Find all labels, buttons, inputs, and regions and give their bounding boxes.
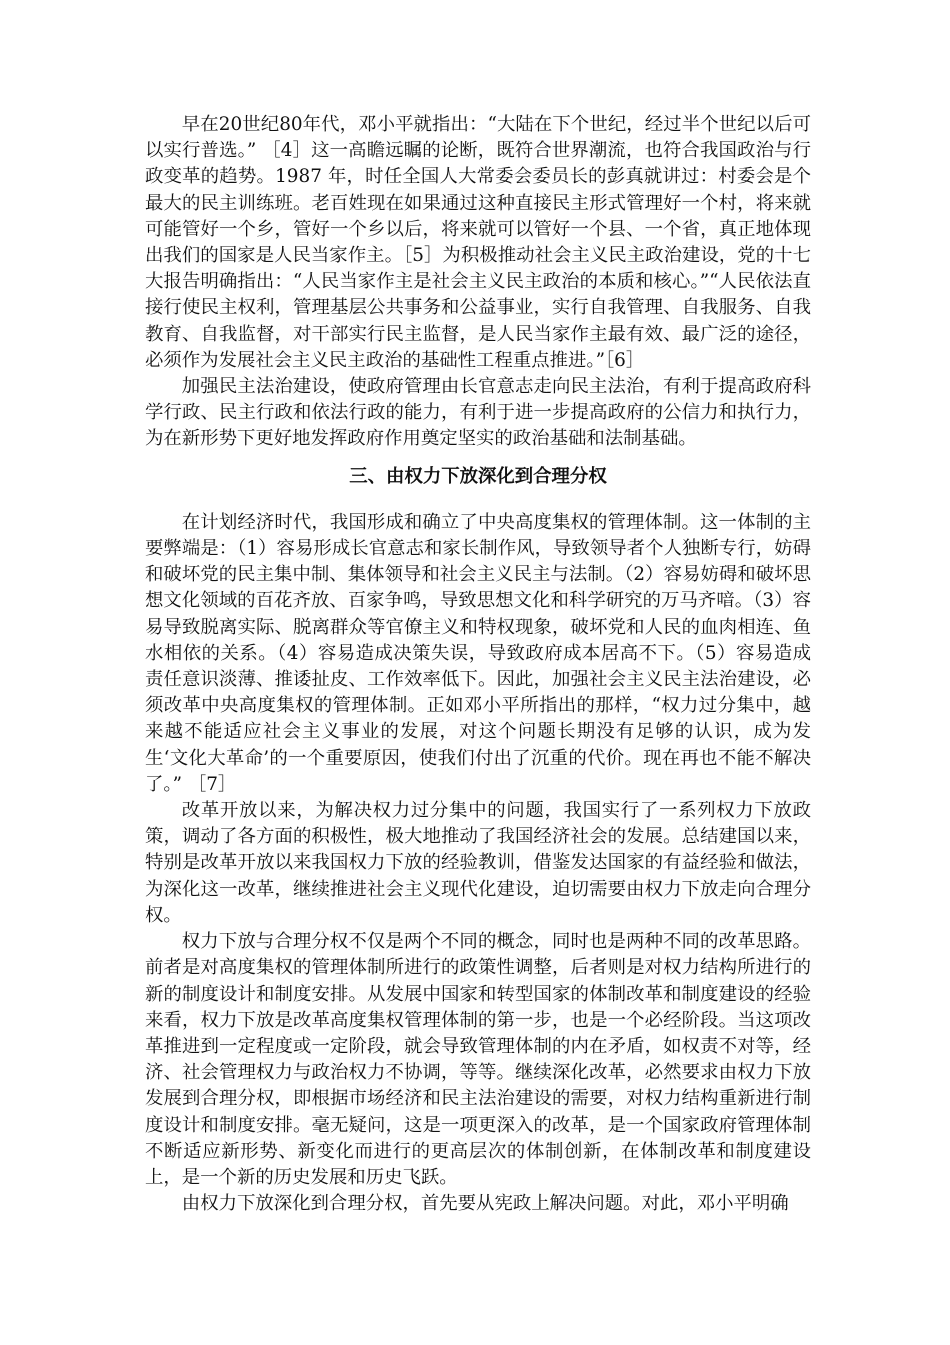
paragraph: 权力下放与合理分权不仅是两个不同的概念，同时也是两种不同的改革思路。前者是对高度集权的管理体制所进行的政策性调整，后者则是对权力结构所进行的新的制度设计和制度安排。从发展中国家和转型国家的体制改革和制度建设的经验来看，权力下放是改革高度集权管理体制的第一步，也是一个必经阶段。当这项改革推进到一定程度或一定阶段，就会导致管理体制的内在矛盾，如权责不对等，经济、社会管理权力与政治权力不协调，等等。继续深化改革，必然要求由权力下放发展到合理分权，即根据市场经济和民主法治建设的需要，对权力结构重新进行制度设计和制度安排。毫无疑问，这是一项更深入的改革，是一个国家政府管理体制不断适应新形势、新变化而进行的更高层次的体制创新，在体制改革和制度建设上，是一个新的历史发展和历史飞跃。 <box>145 931 811 1188</box>
paragraph: 由权力下放深化到合理分权，首先要从宪政上解决问题。对此，邓小平明确 <box>181 1193 789 1215</box>
paragraph: 早在20世纪80年代，邓小平就指出：“大陆在下个世纪，经过半个世纪以后可以实行普选。” ［4］这一高瞻远瞩的论断，既符合世界潮流，也符合我国政治与行政变革的趋势。1987 年，时任全国人大常委会委员长的彭真就讲过：村委会是个最大的民主训练班。老百姓现在如果通过这种直接民主形式管理好一个村，将来就可能管好一个乡，管好一个乡以后，将来就可以管好一个县、一个省，真正地体现出我们的国家是人民当家作主。［5］为积极推动社会主义民主政治建设，党的十七大报告明确指出：“人民当家作主是社会主义民主政治的本质和核心。”“人民依法直接行使民主权利，管理基层公共事务和公益事业，实行自我管理、自我服务、自我教育、自我监督，对干部实行民主监督，是人民当家作主最有效、最广泛的途径，必须作为发展社会主义民主政治的基础性工程重点推进。”［6］ <box>145 114 811 371</box>
section-heading: 三、由权力下放深化到合理分权 <box>349 465 607 487</box>
paragraph: 在计划经济时代，我国形成和确立了中央高度集权的管理体制。这一体制的主要弊端是：（1）容易形成长官意志和家长制作风，导致领导者个人独断专行，妨碍和破坏党的民主集中制、集体领导和社会主义民主与法制。（2）容易妨碍和破坏思想文化领域的百花齐放、百家争鸣，导致思想文化和科学研究的万马齐喑。（3）容易导致脱离实际、脱离群众等官僚主义和特权现象，破坏党和人民的血肉相连、鱼水相依的关系。（4）容易造成决策失误，导致政府成本居高不下。（5）容易造成责任意识淡薄、推诿扯皮、工作效率低下。因此，加强社会主义民主法治建设，必须改革中央高度集权的管理体制。正如邓小平所指出的那样，“权力过分集中，越来越不能适应社会主义事业的发展，对这个问题长期没有足够的认识，成为发生‘文化大革命’的一个重要原因，使我们付出了沉重的代价。现在再也不能不解决了。” ［7］ <box>145 511 811 795</box>
document-page <box>145 112 811 1217</box>
paragraph: 加强民主法治建设，使政府管理由长官意志走向民主法治，有利于提高政府科学行政、民主行政和依法行政的能力，有利于进一步提高政府的公信力和执行力，为在新形势下更好地发挥政府作用奠定坚实的政治基础和法制基础。 <box>145 376 811 450</box>
paragraph: 改革开放以来，为解决权力过分集中的问题，我国实行了一系列权力下放政策，调动了各方面的积极性，极大地推动了我国经济社会的发展。总结建国以来，特别是改革开放以来我国权力下放的经验教训，借鉴发达国家的有益经验和做法，为深化这一改革，继续推进社会主义现代化建设，迫切需要由权力下放走向合理分权。 <box>145 800 811 926</box>
